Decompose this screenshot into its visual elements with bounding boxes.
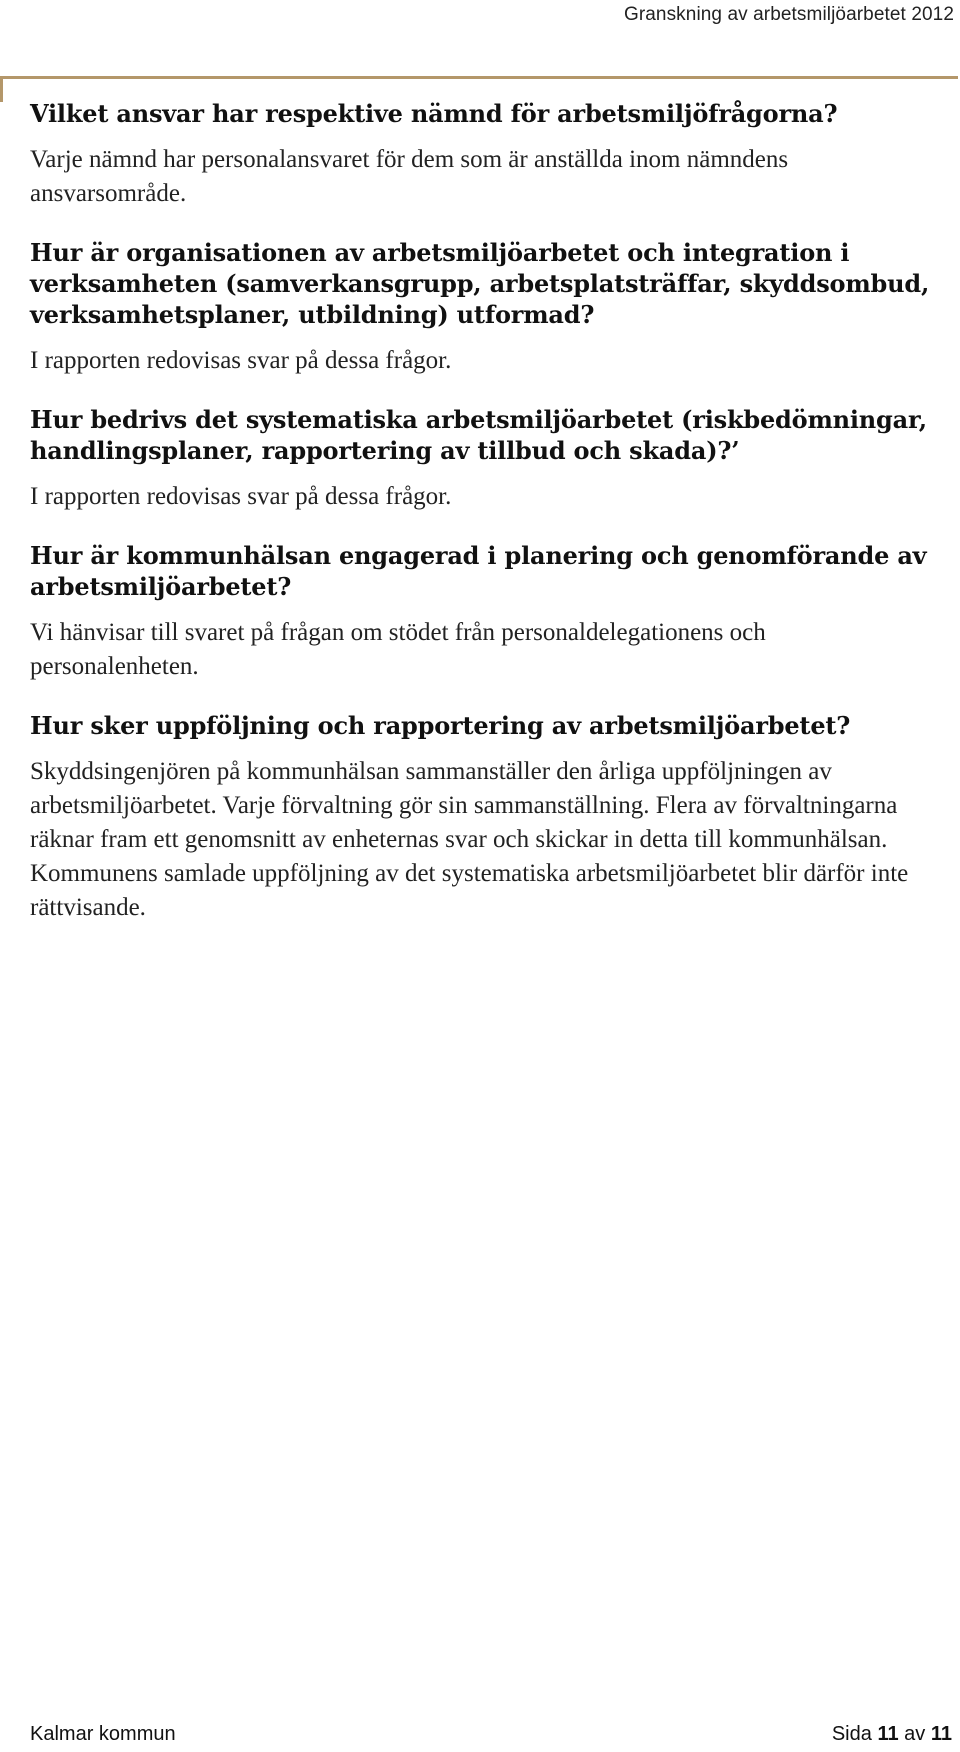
section-question: Hur är organisationen av arbetsmiljöarbetet och integration i verksamheten (samverkansgrupp, arbetsplatsträffar, skyddsombud, verksamhetsplaner, utbildning) utformad?: [30, 238, 930, 329]
header-rule-corner: [0, 76, 3, 102]
section-answer: I rapporten redovisas svar på dessa frågor.: [30, 347, 452, 374]
page-total: 11: [930, 1723, 952, 1745]
footer-organization: Kalmar kommun: [30, 1723, 176, 1745]
section-question: Hur sker uppföljning och rapportering av arbetsmiljöarbetet?: [30, 711, 851, 740]
section-answer: Vi hänvisar till svaret på frågan om stödet från personaldelegationens och personalenheten.: [30, 619, 766, 680]
section-question: Hur är kommunhälsan engagerad i planering och genomförande av arbetsmiljöarbetet?: [30, 541, 927, 601]
page-prefix: Sida: [831, 1723, 872, 1745]
document-body: [30, 98, 940, 925]
section-answer: I rapporten redovisas svar på dessa frågor.: [30, 483, 452, 510]
page-current: 11: [877, 1723, 899, 1745]
section-answer: Varje nämnd har personalansvaret för dem som är anställda inom nämndens ansvarsområde.: [30, 146, 789, 207]
section-question: Hur bedrivs det systematiska arbetsmiljöarbetet (riskbedömningar, handlingsplaner, rapportering av tillbud och skada)?’: [30, 405, 927, 465]
running-header-title: Granskning av arbetsmiljöarbetet 2012: [623, 4, 954, 25]
header-rule: [0, 76, 958, 79]
page-separator: av: [904, 1723, 926, 1745]
section-question: Vilket ansvar har respektive nämnd för arbetsmiljöfrågorna?: [30, 99, 838, 128]
footer-page-number: [832, 1723, 952, 1746]
section-answer: Skyddsingenjören på kommunhälsan sammanställer den årliga uppföljningen av arbetsmiljöarbetet. Varje förvaltning gör sin sammanställning. Flera av förvaltningarna räknar fram ett genomsnitt av enheternas svar och skickar in detta till kommunhälsan. Kommunens samlade uppföljning av det systematiska arbetsmiljöarbetet blir därför inte rättvisande.: [30, 758, 909, 921]
